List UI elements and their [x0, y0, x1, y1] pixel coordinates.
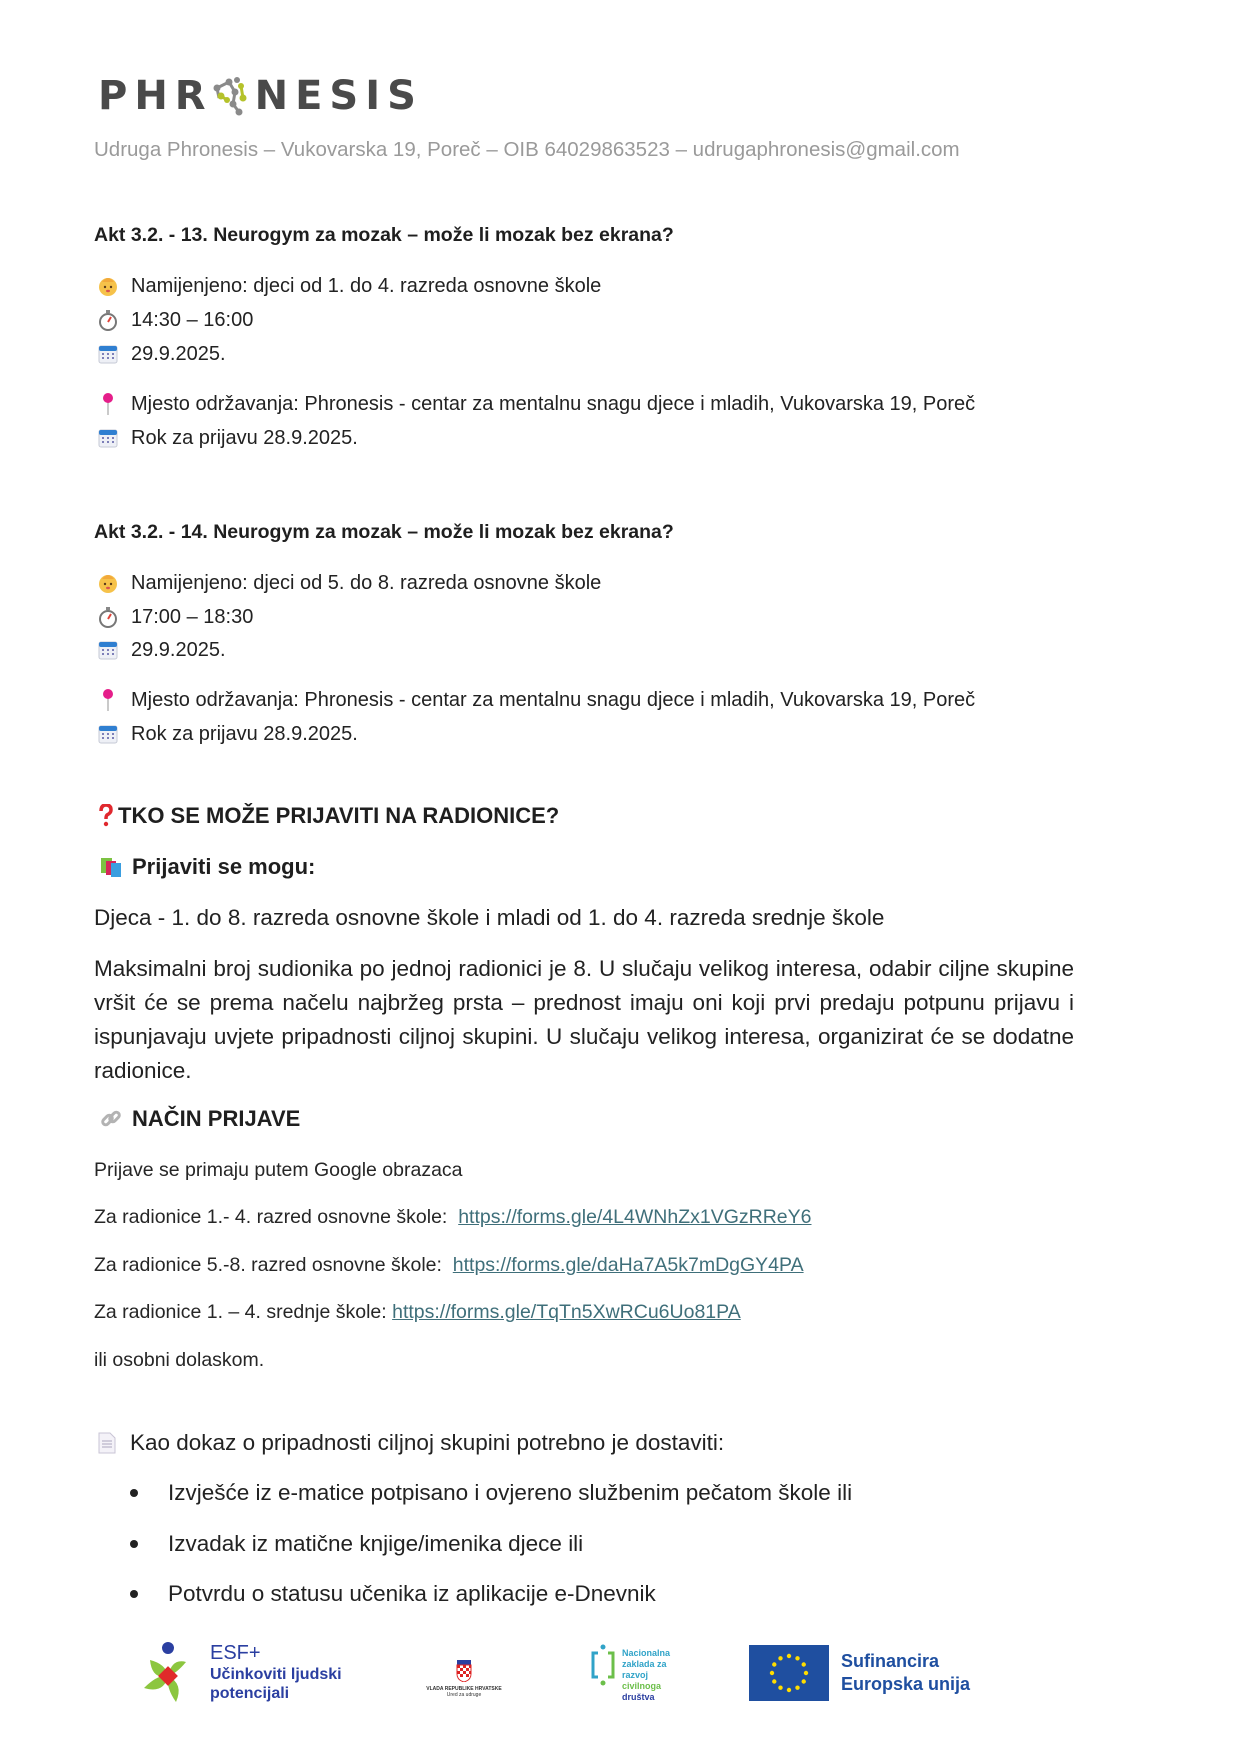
contact-line: Udruga Phronesis – Vukovarska 19, Poreč – OIB 64029863523 – udrugaphronesis@gmail.com — [94, 138, 960, 161]
calendar-icon — [96, 342, 120, 366]
baby-face-icon — [96, 571, 120, 595]
form-link-secondary-1-4[interactable]: https://forms.gle/TqTn5XwRCu6Uo81PA — [392, 1301, 741, 1323]
bullet-icon — [130, 1590, 138, 1598]
stopwatch-icon — [96, 605, 120, 629]
location-text: Mjesto održavanja: Phronesis - centar za mentalnu snagu djece i mladih, Vukovarska 19, Poreč — [131, 688, 976, 711]
gov-line1: VLADA REPUBLIKE HRVATSKE — [426, 1686, 502, 1692]
croatian-coat-of-arms-icon — [456, 1660, 472, 1682]
eu-line2: Europska unija — [841, 1674, 971, 1694]
bullet-icon — [130, 1540, 138, 1548]
eu-star-icon — [795, 1686, 799, 1690]
registration-heading — [98, 1106, 300, 1132]
eu-star-icon — [795, 1656, 799, 1660]
books-icon — [98, 856, 124, 878]
eu-flag-icon — [749, 1645, 829, 1701]
activity-date — [96, 342, 226, 366]
calendar-icon — [96, 426, 120, 450]
deadline-text: Rok za prijavu 28.9.2025. — [131, 426, 358, 449]
proof-item-text: Izvješće iz e-matice potpisano i ovjereno službenim pečatom škole ili — [168, 1480, 853, 1505]
eligible-subheading — [98, 854, 315, 880]
nzr-line: razvoj — [622, 1670, 649, 1680]
nzr-line: Nacionalna — [622, 1648, 671, 1658]
link-label: Za radionice 5.-8. razred osnovne škole: — [94, 1254, 442, 1276]
proof-item — [130, 1531, 583, 1557]
link-label: Za radionice 1. – 4. srednje škole: — [94, 1301, 387, 1323]
eu-star-icon — [802, 1662, 806, 1666]
esf-title: ESF+ — [210, 1641, 261, 1664]
logo-text-left: PHR — [98, 73, 213, 119]
esf-line2: potencijali — [210, 1684, 290, 1702]
eu-star-icon — [787, 1654, 791, 1658]
time-text: 17:00 – 18:30 — [131, 605, 254, 628]
registration-intro: Prijave se primaju putem Google obrazaca — [94, 1159, 463, 1181]
deadline-text: Rok za prijavu 28.9.2025. — [131, 722, 358, 745]
registration-alternative: ili osobni dolaskom. — [94, 1349, 265, 1371]
nzr-line: zaklada za — [622, 1659, 667, 1669]
activity-location — [96, 688, 975, 712]
nzr-line: društva — [622, 1692, 655, 1702]
esf-logo — [142, 1640, 342, 1704]
document-icon — [98, 1432, 120, 1454]
question-mark-icon — [98, 804, 114, 828]
proof-item — [130, 1581, 656, 1607]
bullet-icon — [130, 1489, 138, 1497]
calendar-icon — [96, 722, 120, 746]
activity-audience — [96, 571, 601, 595]
proof-item — [130, 1480, 852, 1506]
activity-title: Akt 3.2. - 14. Neurogym za mozak – može li mozak bez ekrana? — [94, 521, 674, 543]
eu-star-icon — [787, 1688, 791, 1692]
phronesis-logo — [98, 74, 423, 118]
audience-text: Namijenjeno: djeci od 1. do 4. razreda osnovne škole — [131, 274, 602, 297]
activity-date — [96, 638, 226, 662]
activity-deadline — [96, 426, 358, 450]
form-link-primary-5-8[interactable]: https://forms.gle/daHa7A5k7mDgGY4PA — [452, 1254, 804, 1276]
eu-star-icon — [772, 1679, 776, 1683]
who-heading — [98, 803, 559, 829]
proof-item-text: Izvadak iz matične knjige/imenika djece ili — [168, 1531, 584, 1556]
pushpin-icon — [96, 688, 120, 712]
proof-heading-text: Kao dokaz o pripadnosti ciljnoj skupini potrebno je dostaviti: — [130, 1430, 725, 1455]
eligible-text: Djeca - 1. do 8. razreda osnovne škole i mladi od 1. do 4. razreda srednje škole — [94, 905, 885, 930]
activity-deadline — [96, 722, 358, 746]
proof-item-text: Potvrdu o statusu učenika iz aplikacije e-Dnevnik — [168, 1581, 656, 1606]
time-text: 14:30 – 16:00 — [131, 308, 254, 331]
selection-paragraph: Maksimalni broj sudionika po jednoj radionici je 8. U slučaju velikog interesa, odabir ciljne skupine vršit će se prema načelu najbržeg prsta – prednost imaju oni koji prvi predaju potpunu prijavu i ispunjavaju uvjete pripadnosti ciljnoj skupini. U slučaju velikog interesa, organizirat će se dodatne radionice. — [94, 956, 1074, 1083]
eu-star-icon — [772, 1662, 776, 1666]
baby-face-icon — [96, 274, 120, 298]
eu-star-icon — [802, 1679, 806, 1683]
eu-star-icon — [804, 1671, 808, 1675]
eu-star-icon — [770, 1671, 774, 1675]
proof-heading — [98, 1430, 724, 1456]
registration-link-row — [94, 1301, 741, 1324]
registration-link-row — [94, 1254, 804, 1277]
government-logo — [424, 1660, 504, 1698]
activity-time — [96, 605, 253, 629]
link-icon — [98, 1108, 124, 1130]
eligible-subheading-text: Prijaviti se mogu: — [132, 854, 316, 879]
eu-star-icon — [778, 1656, 782, 1660]
pushpin-icon — [96, 392, 120, 416]
activity-location — [96, 392, 975, 416]
brain-network-icon — [211, 74, 251, 118]
registration-link-row — [94, 1206, 812, 1229]
activity-time — [96, 308, 253, 332]
stopwatch-icon — [96, 308, 120, 332]
eu-star-icon — [778, 1686, 782, 1690]
registration-heading-text: NAČIN PRIJAVE — [132, 1106, 301, 1131]
nzr-line: civilnoga — [622, 1681, 662, 1691]
location-text: Mjesto održavanja: Phronesis - centar za mentalnu snagu djece i mladih, Vukovarska 19, Poreč — [131, 392, 976, 415]
eu-line1: Sufinancira — [841, 1651, 940, 1671]
logo-text-right: NESIS — [254, 73, 423, 119]
date-text: 29.9.2025. — [131, 638, 226, 661]
brackets-icon — [590, 1644, 616, 1686]
calendar-icon — [96, 638, 120, 662]
esf-line1: Učinkoviti ljudski — [210, 1665, 342, 1683]
nzrcd-logo — [590, 1644, 670, 1703]
link-label: Za radionice 1.- 4. razred osnovne škole: — [94, 1206, 448, 1228]
form-link-primary-1-4[interactable]: https://forms.gle/4L4WNhZx1VGzRReY6 — [458, 1206, 812, 1228]
audience-text: Namijenjeno: djeci od 5. do 8. razreda osnovne škole — [131, 571, 602, 594]
esf-flower-icon — [142, 1640, 198, 1704]
date-text: 29.9.2025. — [131, 342, 226, 365]
activity-audience — [96, 274, 601, 298]
gov-line2: Ured za udruge — [446, 1692, 482, 1698]
eu-logo — [749, 1645, 970, 1701]
activity-title: Akt 3.2. - 13. Neurogym za mozak – može li mozak bez ekrana? — [94, 224, 674, 246]
who-heading-text: TKO SE MOŽE PRIJAVITI NA RADIONICE? — [118, 803, 560, 828]
